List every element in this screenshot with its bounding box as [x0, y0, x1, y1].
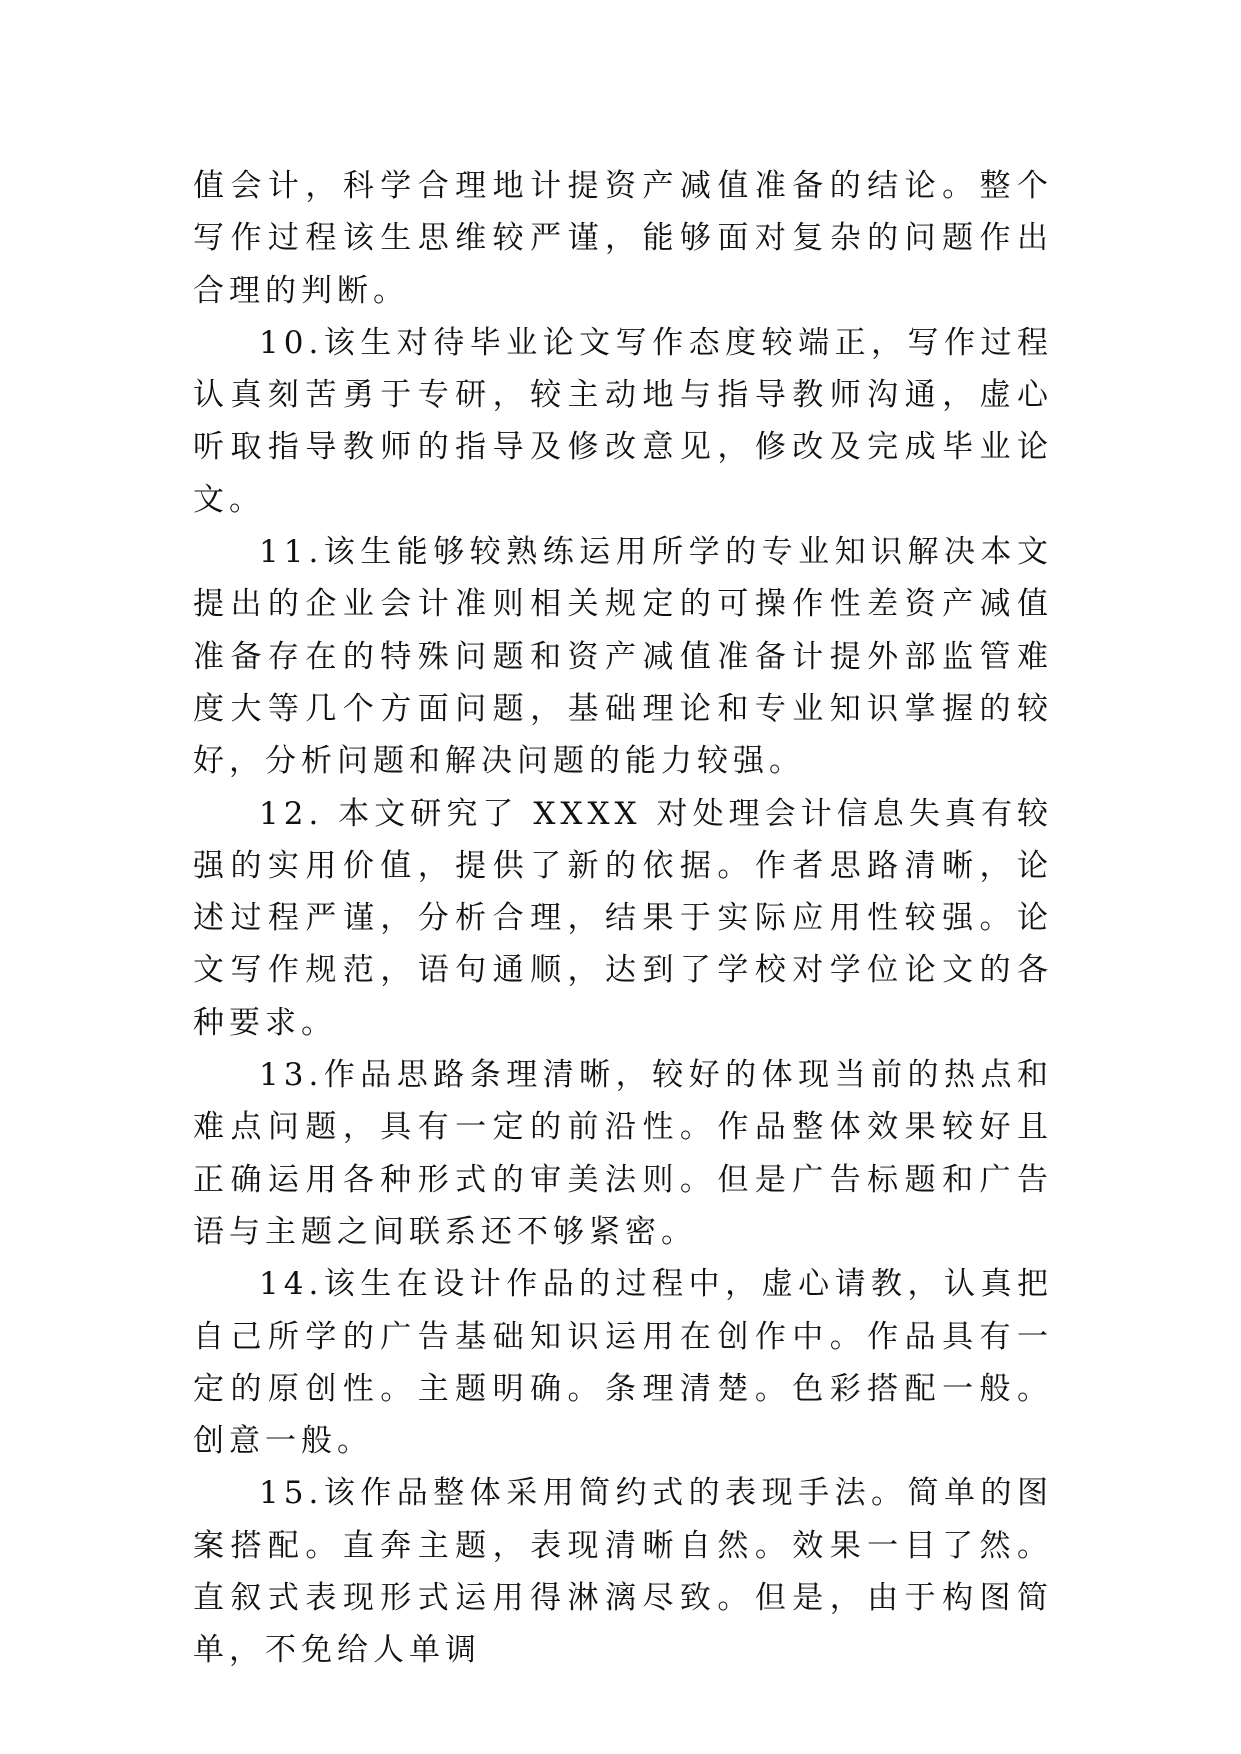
document-body: [193, 160, 1053, 1677]
paragraph-10: 10.该生对待毕业论文写作态度较端正，写作过程认真刻苦勇于专研，较主动地与指导教师沟通，虚心听取指导教师的指导及修改意见，修改及完成毕业论文。: [193, 324, 1053, 518]
paragraph-14: 14.该生在设计作品的过程中，虚心请教，认真把自己所学的广告基础知识运用在创作中。作品具有一定的原创性。主题明确。条理清楚。色彩搭配一般。创意一般。: [193, 1266, 1053, 1460]
paragraph-13: 13.作品思路条理清晰，较好的体现当前的热点和难点问题，具有一定的前沿性。作品整体效果较好且正确运用各种形式的审美法则。但是广告标题和广告语与主题之间联系还不够紧密。: [193, 1057, 1053, 1250]
paragraph-continuation: 值会计，科学合理地计提资产减值准备的结论。整个写作过程该生思维较严谨，能够面对复杂的问题作出合理的判断。: [193, 168, 1053, 309]
paragraph-12: 12. 本文研究了 XXXX 对处理会计信息失真有较强的实用价值，提供了新的依据。作者思路清晰，论述过程严谨，分析合理，结果于实际应用性较强。论文写作规范，语句通顺，达到了学校对学位论文的各种要求。: [193, 795, 1053, 1041]
paragraph-11: 11.该生能够较熟练运用所学的专业知识解决本文提出的企业会计准则相关规定的可操作性差资产减值准备存在的特殊问题和资产减值准备计提外部监管难度大等几个方面问题，基础理论和专业知识掌握的较好，分析问题和解决问题的能力较强。: [193, 534, 1053, 780]
paragraph-15: 15.该作品整体采用简约式的表现手法。简单的图案搭配。直奔主题，表现清晰自然。效果一目了然。直叙式表现形式运用得淋漓尽致。但是，由于构图简单，不免给人单调: [193, 1475, 1053, 1669]
